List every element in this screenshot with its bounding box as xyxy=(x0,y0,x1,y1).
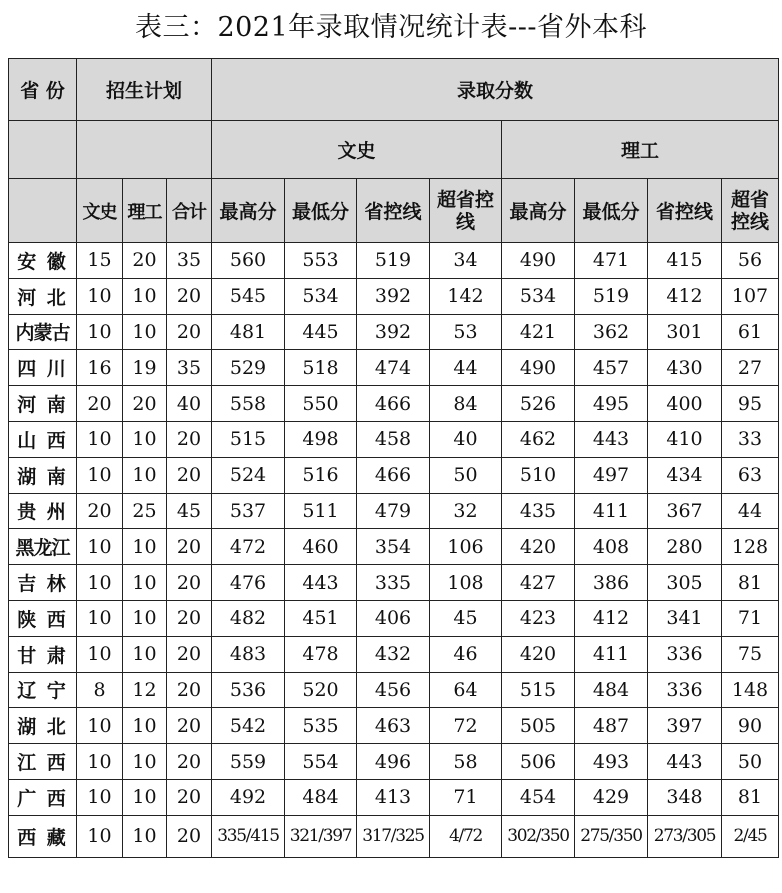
province-cell: 四 川 xyxy=(9,350,77,386)
arts-line-cell: 406 xyxy=(357,600,430,636)
arts-over-cell: 106 xyxy=(430,529,502,565)
plan-arts-cell: 10 xyxy=(77,744,123,780)
arts-max-cell: 483 xyxy=(212,636,285,672)
arts-max-cell: 537 xyxy=(212,493,285,529)
table-row xyxy=(9,779,779,815)
science-line-cell: 410 xyxy=(648,421,722,457)
arts-over-cell: 45 xyxy=(430,600,502,636)
arts-line-cell: 463 xyxy=(357,708,430,744)
plan-science-cell: 10 xyxy=(123,779,167,815)
arts-over-cell: 64 xyxy=(430,672,502,708)
table-row xyxy=(9,636,779,672)
arts-over-cell: 4/72 xyxy=(430,815,502,857)
arts-line-cell: 392 xyxy=(357,314,430,350)
table-row xyxy=(9,457,779,493)
plan-science-cell: 10 xyxy=(123,744,167,780)
plan-total-cell: 20 xyxy=(167,672,212,708)
science-max-cell: 421 xyxy=(502,314,575,350)
plan-arts-cell: 10 xyxy=(77,600,123,636)
province-cell: 山 西 xyxy=(9,421,77,457)
header-science-line: 省控线 xyxy=(648,179,722,243)
header-arts-min: 最低分 xyxy=(285,179,357,243)
header-plan-total: 合计 xyxy=(167,179,212,243)
header-blank xyxy=(9,121,77,179)
arts-min-cell: 445 xyxy=(285,314,357,350)
arts-line-cell: 466 xyxy=(357,457,430,493)
plan-arts-cell: 10 xyxy=(77,708,123,744)
arts-min-cell: 520 xyxy=(285,672,357,708)
plan-total-cell: 20 xyxy=(167,744,212,780)
science-over-cell: 75 xyxy=(722,636,779,672)
plan-arts-cell: 10 xyxy=(77,815,123,857)
table-row xyxy=(9,672,779,708)
arts-max-cell: 545 xyxy=(212,278,285,314)
arts-min-cell: 511 xyxy=(285,493,357,529)
plan-total-cell: 45 xyxy=(167,493,212,529)
plan-arts-cell: 10 xyxy=(77,636,123,672)
science-over-cell: 61 xyxy=(722,314,779,350)
province-cell: 西 藏 xyxy=(9,815,77,857)
arts-over-cell: 58 xyxy=(430,744,502,780)
plan-total-cell: 40 xyxy=(167,386,212,422)
plan-arts-cell: 10 xyxy=(77,314,123,350)
arts-over-cell: 44 xyxy=(430,350,502,386)
plan-science-cell: 12 xyxy=(123,672,167,708)
science-line-cell: 336 xyxy=(648,672,722,708)
arts-line-cell: 354 xyxy=(357,529,430,565)
plan-total-cell: 20 xyxy=(167,314,212,350)
arts-min-cell: 553 xyxy=(285,243,357,279)
province-cell: 河 南 xyxy=(9,386,77,422)
science-line-cell: 415 xyxy=(648,243,722,279)
arts-over-cell: 40 xyxy=(430,421,502,457)
science-max-cell: 435 xyxy=(502,493,575,529)
science-over-cell: 2/45 xyxy=(722,815,779,857)
science-line-cell: 434 xyxy=(648,457,722,493)
header-blank xyxy=(77,121,212,179)
table-row xyxy=(9,243,779,279)
arts-min-cell: 516 xyxy=(285,457,357,493)
arts-over-cell: 108 xyxy=(430,565,502,601)
province-cell: 贵 州 xyxy=(9,493,77,529)
plan-total-cell: 20 xyxy=(167,636,212,672)
plan-total-cell: 20 xyxy=(167,421,212,457)
science-over-cell: 81 xyxy=(722,565,779,601)
arts-over-cell: 32 xyxy=(430,493,502,529)
arts-min-cell: 554 xyxy=(285,744,357,780)
science-over-cell: 71 xyxy=(722,600,779,636)
arts-min-cell: 451 xyxy=(285,600,357,636)
science-min-cell: 471 xyxy=(575,243,648,279)
science-min-cell: 408 xyxy=(575,529,648,565)
plan-science-cell: 10 xyxy=(123,421,167,457)
plan-arts-cell: 16 xyxy=(77,350,123,386)
arts-max-cell: 472 xyxy=(212,529,285,565)
arts-over-cell: 72 xyxy=(430,708,502,744)
table-row xyxy=(9,314,779,350)
science-over-cell: 148 xyxy=(722,672,779,708)
science-min-cell: 411 xyxy=(575,493,648,529)
province-cell: 黑龙江 xyxy=(9,529,77,565)
arts-min-cell: 478 xyxy=(285,636,357,672)
plan-arts-cell: 10 xyxy=(77,529,123,565)
header-science-max: 最高分 xyxy=(502,179,575,243)
plan-total-cell: 20 xyxy=(167,565,212,601)
table-row xyxy=(9,278,779,314)
science-line-cell: 348 xyxy=(648,779,722,815)
table-row xyxy=(9,350,779,386)
science-max-cell: 490 xyxy=(502,243,575,279)
science-min-cell: 386 xyxy=(575,565,648,601)
arts-min-cell: 498 xyxy=(285,421,357,457)
science-over-cell: 44 xyxy=(722,493,779,529)
plan-science-cell: 10 xyxy=(123,314,167,350)
science-max-cell: 427 xyxy=(502,565,575,601)
science-over-cell: 128 xyxy=(722,529,779,565)
province-cell: 湖 北 xyxy=(9,708,77,744)
arts-line-cell: 474 xyxy=(357,350,430,386)
science-min-cell: 493 xyxy=(575,744,648,780)
province-cell: 安 徽 xyxy=(9,243,77,279)
science-over-cell: 27 xyxy=(722,350,779,386)
province-cell: 甘 肃 xyxy=(9,636,77,672)
arts-min-cell: 518 xyxy=(285,350,357,386)
science-max-cell: 534 xyxy=(502,278,575,314)
province-cell: 广 西 xyxy=(9,779,77,815)
table-row xyxy=(9,529,779,565)
plan-total-cell: 20 xyxy=(167,457,212,493)
plan-science-cell: 10 xyxy=(123,600,167,636)
science-min-cell: 484 xyxy=(575,672,648,708)
arts-max-cell: 515 xyxy=(212,421,285,457)
science-max-cell: 526 xyxy=(502,386,575,422)
arts-max-cell: 476 xyxy=(212,565,285,601)
arts-over-cell: 34 xyxy=(430,243,502,279)
table-row xyxy=(9,600,779,636)
province-cell: 陕 西 xyxy=(9,600,77,636)
arts-min-cell: 460 xyxy=(285,529,357,565)
science-min-cell: 429 xyxy=(575,779,648,815)
province-cell: 河 北 xyxy=(9,278,77,314)
science-max-cell: 505 xyxy=(502,708,575,744)
arts-max-cell: 558 xyxy=(212,386,285,422)
plan-arts-cell: 10 xyxy=(77,457,123,493)
arts-max-cell: 524 xyxy=(212,457,285,493)
science-max-cell: 506 xyxy=(502,744,575,780)
table-row xyxy=(9,493,779,529)
plan-science-cell: 19 xyxy=(123,350,167,386)
arts-line-cell: 432 xyxy=(357,636,430,672)
arts-min-cell: 550 xyxy=(285,386,357,422)
arts-over-cell: 53 xyxy=(430,314,502,350)
science-over-cell: 50 xyxy=(722,744,779,780)
province-cell: 辽 宁 xyxy=(9,672,77,708)
science-min-cell: 275/350 xyxy=(575,815,648,857)
arts-min-cell: 443 xyxy=(285,565,357,601)
arts-max-cell: 560 xyxy=(212,243,285,279)
plan-total-cell: 20 xyxy=(167,708,212,744)
header-science-over: 超省控线 xyxy=(722,179,779,243)
arts-max-cell: 542 xyxy=(212,708,285,744)
science-min-cell: 487 xyxy=(575,708,648,744)
plan-arts-cell: 8 xyxy=(77,672,123,708)
science-line-cell: 273/305 xyxy=(648,815,722,857)
arts-min-cell: 484 xyxy=(285,779,357,815)
arts-max-cell: 536 xyxy=(212,672,285,708)
arts-over-cell: 84 xyxy=(430,386,502,422)
arts-min-cell: 535 xyxy=(285,708,357,744)
arts-line-cell: 413 xyxy=(357,779,430,815)
science-min-cell: 443 xyxy=(575,421,648,457)
plan-science-cell: 10 xyxy=(123,457,167,493)
header-plan-science: 理工 xyxy=(123,179,167,243)
arts-line-cell: 519 xyxy=(357,243,430,279)
plan-science-cell: 10 xyxy=(123,708,167,744)
science-min-cell: 495 xyxy=(575,386,648,422)
arts-max-cell: 529 xyxy=(212,350,285,386)
science-min-cell: 362 xyxy=(575,314,648,350)
arts-max-cell: 335/415 xyxy=(212,815,285,857)
plan-total-cell: 35 xyxy=(167,243,212,279)
science-min-cell: 457 xyxy=(575,350,648,386)
arts-line-cell: 456 xyxy=(357,672,430,708)
table-row xyxy=(9,565,779,601)
science-max-cell: 510 xyxy=(502,457,575,493)
header-arts-max: 最高分 xyxy=(212,179,285,243)
science-over-cell: 107 xyxy=(722,278,779,314)
science-min-cell: 497 xyxy=(575,457,648,493)
plan-science-cell: 20 xyxy=(123,243,167,279)
page-title: 表三：2021年录取情况统计表---省外本科 xyxy=(134,12,648,43)
plan-arts-cell: 15 xyxy=(77,243,123,279)
science-line-cell: 412 xyxy=(648,278,722,314)
header-science-min: 最低分 xyxy=(575,179,648,243)
plan-science-cell: 20 xyxy=(123,386,167,422)
arts-line-cell: 392 xyxy=(357,278,430,314)
arts-min-cell: 534 xyxy=(285,278,357,314)
province-cell: 江 西 xyxy=(9,744,77,780)
header-science: 理工 xyxy=(502,121,779,179)
header-plan: 招生计划 xyxy=(77,59,212,121)
header-arts: 文史 xyxy=(212,121,502,179)
science-over-cell: 95 xyxy=(722,386,779,422)
table-row xyxy=(9,815,779,857)
science-line-cell: 400 xyxy=(648,386,722,422)
science-line-cell: 280 xyxy=(648,529,722,565)
science-max-cell: 420 xyxy=(502,636,575,672)
plan-science-cell: 10 xyxy=(123,278,167,314)
header-blank xyxy=(9,179,77,243)
science-line-cell: 301 xyxy=(648,314,722,350)
science-line-cell: 430 xyxy=(648,350,722,386)
science-max-cell: 462 xyxy=(502,421,575,457)
plan-total-cell: 20 xyxy=(167,529,212,565)
plan-science-cell: 10 xyxy=(123,565,167,601)
plan-arts-cell: 10 xyxy=(77,565,123,601)
science-min-cell: 519 xyxy=(575,278,648,314)
science-over-cell: 81 xyxy=(722,779,779,815)
science-max-cell: 515 xyxy=(502,672,575,708)
table-row xyxy=(9,386,779,422)
arts-max-cell: 492 xyxy=(212,779,285,815)
province-cell: 吉 林 xyxy=(9,565,77,601)
science-line-cell: 397 xyxy=(648,708,722,744)
plan-arts-cell: 20 xyxy=(77,493,123,529)
plan-arts-cell: 20 xyxy=(77,386,123,422)
arts-line-cell: 466 xyxy=(357,386,430,422)
science-line-cell: 305 xyxy=(648,565,722,601)
plan-arts-cell: 10 xyxy=(77,779,123,815)
science-over-cell: 90 xyxy=(722,708,779,744)
arts-max-cell: 559 xyxy=(212,744,285,780)
arts-over-cell: 46 xyxy=(430,636,502,672)
header-arts-line: 省控线 xyxy=(357,179,430,243)
arts-max-cell: 481 xyxy=(212,314,285,350)
science-max-cell: 420 xyxy=(502,529,575,565)
arts-over-cell: 142 xyxy=(430,278,502,314)
plan-science-cell: 10 xyxy=(123,529,167,565)
plan-total-cell: 20 xyxy=(167,815,212,857)
plan-science-cell: 10 xyxy=(123,636,167,672)
header-province: 省 份 xyxy=(9,59,77,121)
science-line-cell: 341 xyxy=(648,600,722,636)
arts-line-cell: 479 xyxy=(357,493,430,529)
admission-score-table xyxy=(8,58,779,858)
header-arts-over: 超省控线 xyxy=(430,179,502,243)
plan-science-cell: 25 xyxy=(123,493,167,529)
plan-total-cell: 35 xyxy=(167,350,212,386)
science-line-cell: 367 xyxy=(648,493,722,529)
arts-line-cell: 317/325 xyxy=(357,815,430,857)
arts-line-cell: 496 xyxy=(357,744,430,780)
science-min-cell: 411 xyxy=(575,636,648,672)
arts-min-cell: 321/397 xyxy=(285,815,357,857)
science-line-cell: 443 xyxy=(648,744,722,780)
province-cell: 湖 南 xyxy=(9,457,77,493)
science-max-cell: 302/350 xyxy=(502,815,575,857)
science-over-cell: 33 xyxy=(722,421,779,457)
arts-line-cell: 458 xyxy=(357,421,430,457)
arts-over-cell: 71 xyxy=(430,779,502,815)
plan-arts-cell: 10 xyxy=(77,421,123,457)
science-line-cell: 336 xyxy=(648,636,722,672)
table-row xyxy=(9,421,779,457)
science-max-cell: 454 xyxy=(502,779,575,815)
science-max-cell: 490 xyxy=(502,350,575,386)
plan-total-cell: 20 xyxy=(167,278,212,314)
arts-over-cell: 50 xyxy=(430,457,502,493)
table-row xyxy=(9,708,779,744)
header-scores: 录取分数 xyxy=(212,59,779,121)
plan-total-cell: 20 xyxy=(167,779,212,815)
province-cell: 内蒙古 xyxy=(9,314,77,350)
arts-max-cell: 482 xyxy=(212,600,285,636)
plan-arts-cell: 10 xyxy=(77,278,123,314)
table-row xyxy=(9,744,779,780)
science-min-cell: 412 xyxy=(575,600,648,636)
science-over-cell: 56 xyxy=(722,243,779,279)
science-max-cell: 423 xyxy=(502,600,575,636)
header-plan-arts: 文史 xyxy=(77,179,123,243)
science-over-cell: 63 xyxy=(722,457,779,493)
plan-science-cell: 10 xyxy=(123,815,167,857)
plan-total-cell: 20 xyxy=(167,600,212,636)
arts-line-cell: 335 xyxy=(357,565,430,601)
